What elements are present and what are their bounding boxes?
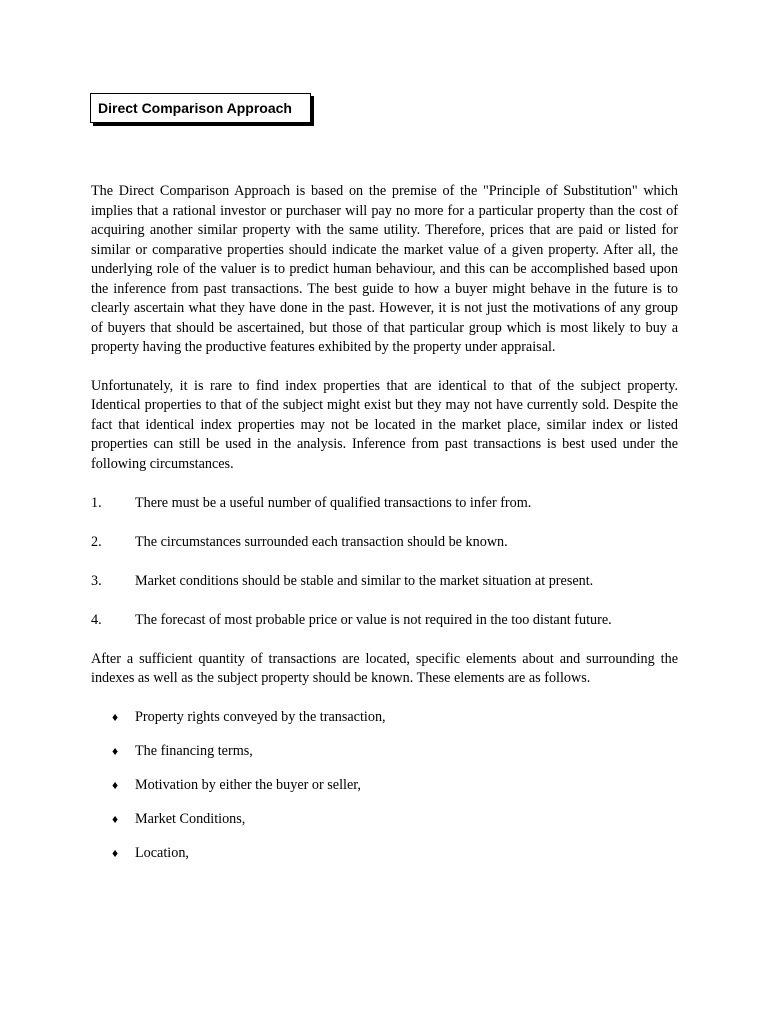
paragraph-index-properties: Unfortunately, it is rare to find index properties that are identical to that of the subject property. Identical properties to that of the subject might exist but they may not have currently sold. Despite the fact that identical index properties may not be located in the market place, similar index or listed properties can still be used in the analysis. Inference from past transactions is best used under the following circumstances. xyxy=(91,377,678,472)
diamond-bullet-icon: ♦ xyxy=(112,846,119,860)
section-title: Direct Comparison Approach xyxy=(98,100,292,116)
diamond-bullet-icon: ♦ xyxy=(112,812,119,826)
bullet-item xyxy=(91,708,678,728)
elements-list xyxy=(91,708,678,864)
bullet-text: Location, xyxy=(135,845,189,861)
list-number: 2. xyxy=(91,533,102,550)
list-text: There must be a useful number of qualified transactions to infer from. xyxy=(135,494,532,511)
list-text: The forecast of most probable price or value is not required in the too distant future. xyxy=(135,611,612,628)
list-number: 3. xyxy=(91,572,102,589)
list-text: Market conditions should be stable and similar to the market situation at present. xyxy=(135,572,594,589)
paragraph-elements-intro: After a sufficient quantity of transactions are located, specific elements about and surrounding the indexes as well as the subject property should be known. These elements are as follows. xyxy=(91,650,678,686)
bullet-text: The financing terms, xyxy=(135,743,253,759)
document-body xyxy=(91,182,678,878)
list-item xyxy=(91,611,678,631)
circumstances-list xyxy=(91,494,678,631)
section-title-box xyxy=(90,93,311,123)
bullet-item xyxy=(91,742,678,762)
bullet-text: Market Conditions, xyxy=(135,811,246,827)
list-number: 4. xyxy=(91,611,102,628)
list-number: 1. xyxy=(91,494,102,511)
bullet-text: Motivation by either the buyer or seller, xyxy=(135,777,361,793)
paragraph-principle-of-substitution: The Direct Comparison Approach is based on the premise of the "Principle of Substitution" which implies that a rational investor or purchaser will pay no more for a particular property than the cost of acquiring another similar property with the same utility. Therefore, prices that are paid or listed for similar or comparative properties should indicate the market value of a given property. After all, the underlying role of the valuer is to predict human behaviour, and this can be accomplished based upon the inference from past transactions. The best guide to how a buyer might behave in the future is to clearly ascertain what they have done in the past. However, it is not just the motivations of any group of buyers that should be ascertained, but those of that particular group which is most likely to buy a property having the productive features exhibited by the property under appraisal. xyxy=(91,183,678,355)
bullet-item xyxy=(91,844,678,864)
bullet-text: Property rights conveyed by the transaction, xyxy=(135,709,386,725)
list-item xyxy=(91,572,678,592)
bullet-item xyxy=(91,810,678,830)
diamond-bullet-icon: ♦ xyxy=(112,778,119,792)
diamond-bullet-icon: ♦ xyxy=(112,744,119,758)
list-text: The circumstances surrounded each transaction should be known. xyxy=(135,533,508,550)
list-item xyxy=(91,533,678,553)
list-item xyxy=(91,494,678,514)
bullet-item xyxy=(91,776,678,796)
diamond-bullet-icon: ♦ xyxy=(112,710,119,724)
